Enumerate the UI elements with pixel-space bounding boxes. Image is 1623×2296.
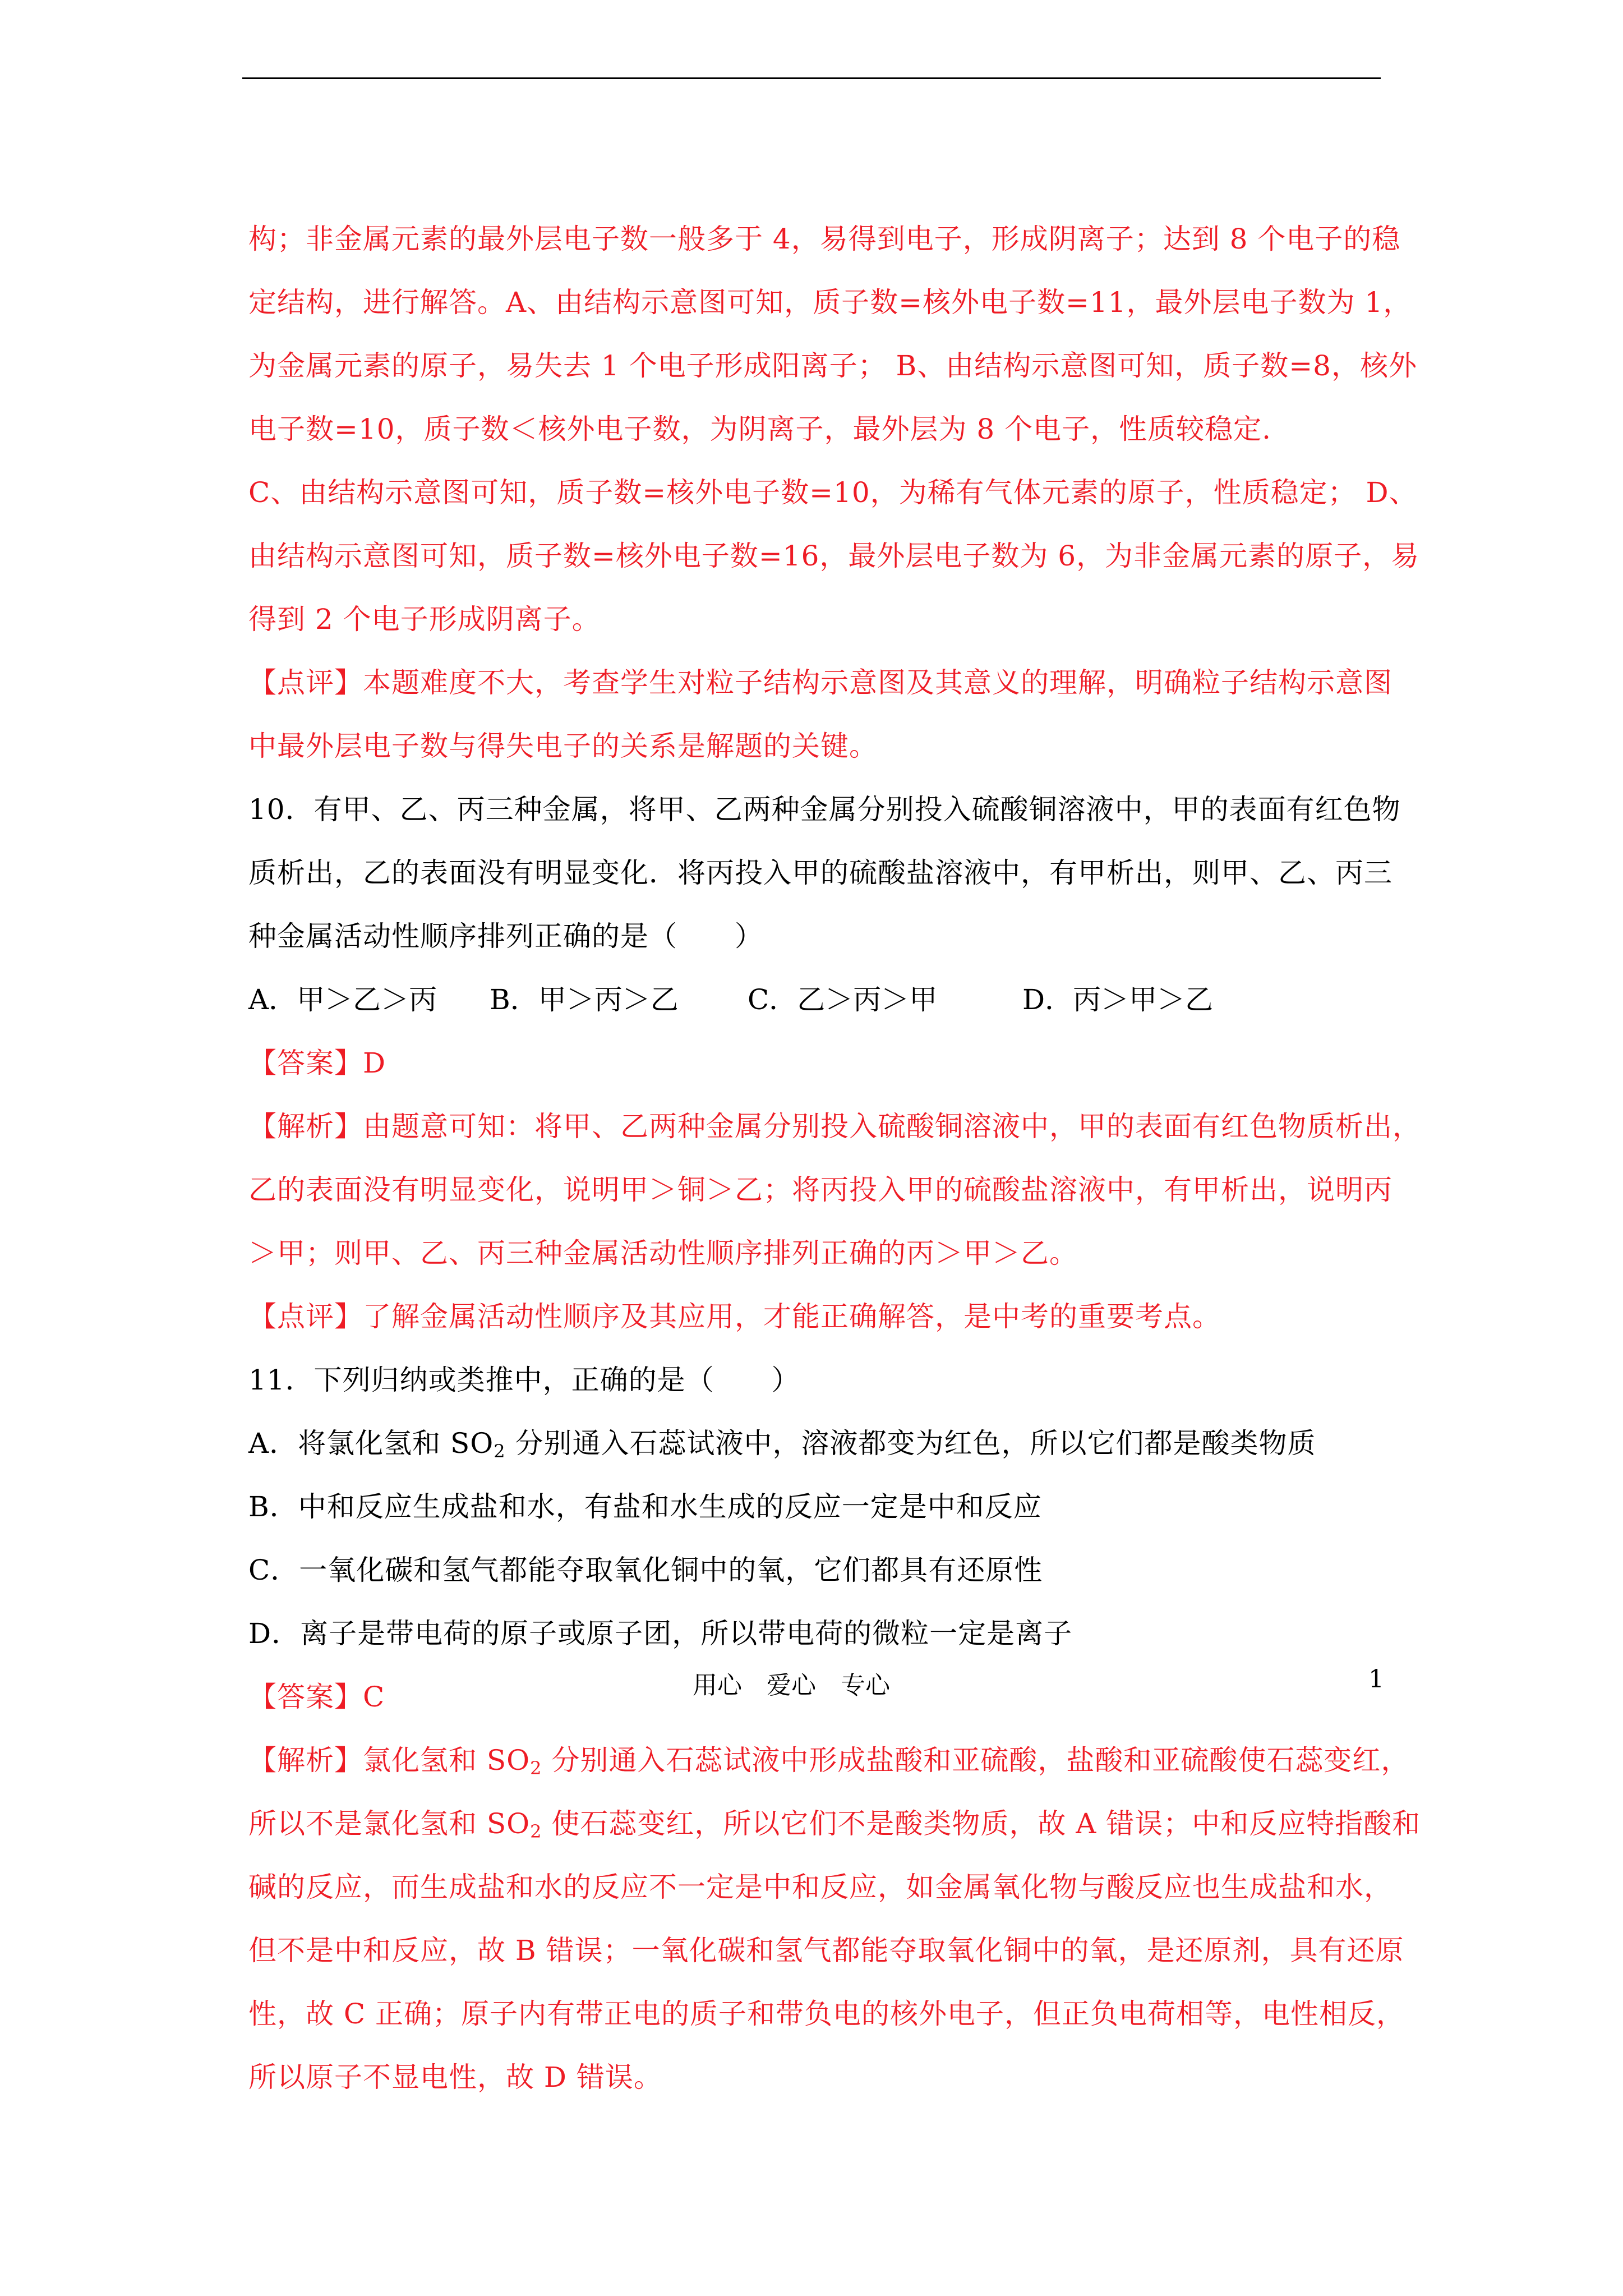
text-part: A．将氯化氢和 SO bbox=[248, 1427, 494, 1460]
option-b: B．中和反应生成盐和水，有盐和水生成的反应一定是中和反应 bbox=[248, 1490, 1042, 1523]
question-11 bbox=[248, 1349, 1387, 1665]
footer-motto: 用心 爱心 专心 bbox=[693, 1671, 890, 1700]
text-line: 由结构示意图可知，质子数=核外电子数=16，最外层电子数为 6，为非金属元素的原子，易 bbox=[248, 540, 1420, 572]
text-part: 【解析】氯化氢和 SO bbox=[248, 1744, 531, 1777]
comment-10 bbox=[248, 1285, 1387, 1349]
text-line: 性，故 C 正确；原子内有带正电的质子和带负电的核外电子，但正负电荷相等，电性相反， bbox=[248, 1998, 1405, 2030]
subscript: 2 bbox=[530, 1757, 542, 1779]
option-a: A．甲＞乙＞丙 bbox=[248, 983, 437, 1016]
q9-explanation bbox=[248, 208, 1420, 651]
option-d: D．离子是带电荷的原子或原子团，所以带电荷的微粒一定是离子 bbox=[248, 1617, 1073, 1650]
option-a bbox=[248, 1412, 1387, 1475]
question-10 bbox=[248, 778, 1401, 968]
text-line: 质析出，乙的表面没有明显变化．将丙投入甲的硫酸盐溶液中，有甲析出，则甲、乙、丙三 bbox=[248, 857, 1393, 889]
explanation-11 bbox=[248, 1729, 1421, 2109]
text-line: 定结构，进行解答。A、由结构示意图可知，质子数=核外电子数=11，最外层电子数为 1， bbox=[248, 286, 1412, 319]
text-line: 构；非金属元素的最外层电子数一般多于 4，易得到电子，形成阴离子；达到 8 个电子的稳 bbox=[248, 223, 1401, 255]
text-part: 使石蕊变红，所以它们不是酸类物质，故 A 错误；中和反应特指酸和 bbox=[542, 1807, 1421, 1840]
option-c: C．一氧化碳和氢气都能夺取氧化铜中的氧，它们都具有还原性 bbox=[248, 1554, 1043, 1586]
subscript: 2 bbox=[494, 1441, 506, 1462]
text-part: 分别通入石蕊试液中，溶液都变为红色，所以它们都是酸类物质 bbox=[505, 1427, 1316, 1460]
answer-10 bbox=[248, 1032, 1387, 1095]
page-number: 1 bbox=[1368, 1665, 1384, 1694]
option-b: B．甲＞丙＞乙 bbox=[490, 983, 679, 1016]
text-line: 电子数=10，质子数＜核外电子数，为阴离子，最外层为 8 个电子，性质较稳定. bbox=[248, 413, 1272, 445]
text-line: 种金属活动性顺序排列正确的是（ ） bbox=[248, 920, 763, 953]
option-d: D．丙＞甲＞乙 bbox=[1022, 983, 1214, 1016]
question-10-options bbox=[248, 968, 1387, 1032]
text-line: 【点评】了解金属活动性顺序及其应用，才能正确解答，是中考的重要考点。 bbox=[248, 1300, 1221, 1333]
text-line: ＞甲；则甲、乙、丙三种金属活动性顺序排列正确的丙＞甲＞乙。 bbox=[248, 1237, 1078, 1269]
text-line: 但不是中和反应，故 B 错误；一氧化碳和氢气都能夺取氧化铜中的氧，是还原剂，具有还原 bbox=[248, 1934, 1404, 1967]
text-line: 碱的反应，而生成盐和水的反应不一定是中和反应，如金属氧化物与酸反应也生成盐和水， bbox=[248, 1871, 1393, 1903]
option-c: C．乙＞丙＞甲 bbox=[748, 983, 938, 1016]
text-line: 所以原子不显电性，故 D 错误。 bbox=[248, 2061, 662, 2093]
text-line: 10．有甲、乙、丙三种金属，将甲、乙两种金属分别投入硫酸铜溶液中，甲的表面有红色物 bbox=[248, 793, 1401, 826]
subscript: 2 bbox=[530, 1821, 542, 1842]
text-line: 为金属元素的原子，易失去 1 个电子形成阳离子； B、由结构示意图可知，质子数=8，核外 bbox=[248, 349, 1417, 382]
text-line: 得到 2 个电子形成阴离子。 bbox=[248, 603, 601, 636]
text-line: 【点评】本题难度不大，考查学生对粒子结构示意图及其意义的理解，明确粒子结构示意图 bbox=[248, 666, 1393, 699]
text-part: 所以不是氯化氢和 SO bbox=[248, 1807, 531, 1840]
text-line: C、由结构示意图可知，质子数=核外电子数=10，为稀有气体元素的原子，性质稳定； D、 bbox=[248, 476, 1418, 509]
text-line: 中最外层电子数与得失电子的关系是解题的关键。 bbox=[248, 730, 878, 762]
text-part: 分别通入石蕊试液中形成盐酸和亚硫酸，盐酸和亚硫酸使石蕊变红， bbox=[542, 1744, 1410, 1777]
page-content bbox=[248, 208, 1421, 2109]
text-line: 【答案】C bbox=[248, 1681, 385, 1713]
q9-comment bbox=[248, 651, 1393, 778]
header-rule bbox=[242, 77, 1381, 79]
text-line bbox=[248, 1729, 1410, 1792]
text-line: 【解析】由题意可知：将甲、乙两种金属分别投入硫酸铜溶液中，甲的表面有红色物质析出， bbox=[248, 1110, 1421, 1143]
text-line: 乙的表面没有明显变化，说明甲＞铜＞乙；将丙投入甲的硫酸盐溶液中，有甲析出，说明丙 bbox=[248, 1174, 1393, 1206]
text-line: 【答案】D bbox=[248, 1047, 386, 1079]
text-line bbox=[248, 1792, 1421, 1856]
explanation-10 bbox=[248, 1095, 1421, 1285]
text-line: 11．下列归纳或类推中，正确的是（ ） bbox=[248, 1364, 800, 1396]
